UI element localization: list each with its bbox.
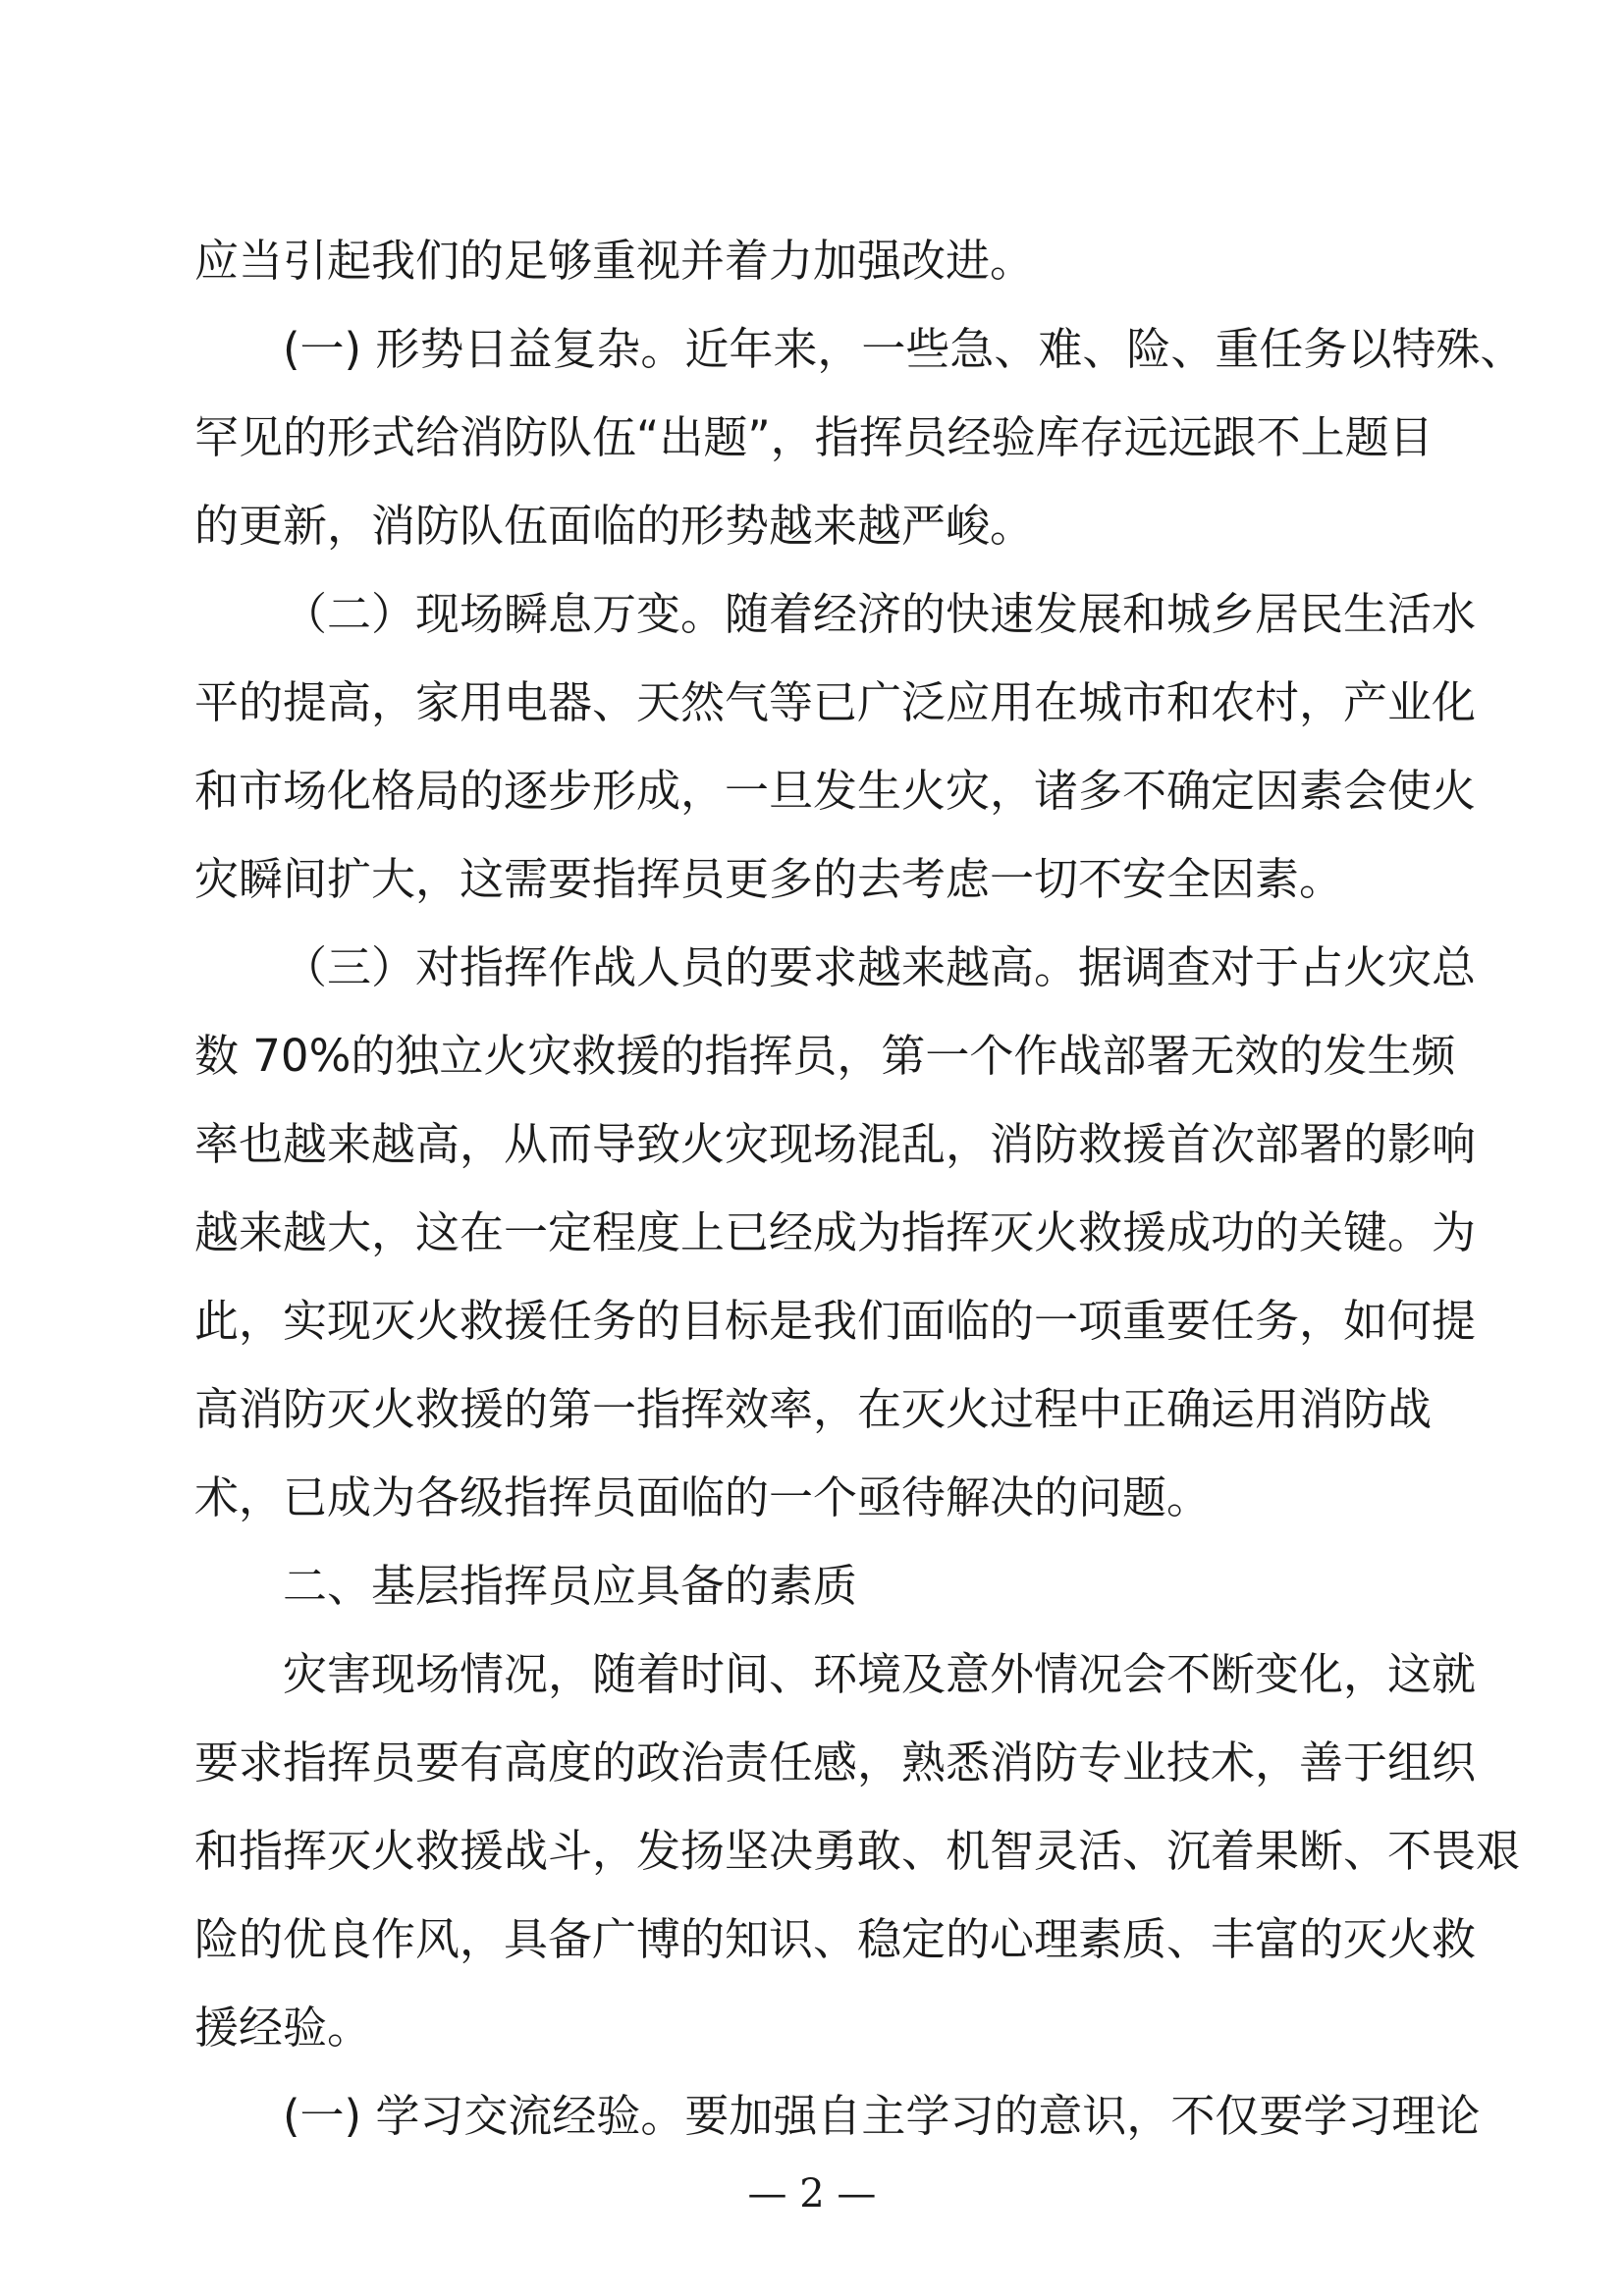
text-line: 术，已成为各级指挥员面临的一个亟待解决的问题。 — [194, 1471, 1212, 1523]
text-line: 和市场化格局的逐步形成，一旦发生火灾，诸多不确定因素会使火 — [194, 765, 1477, 817]
text-line: （二）现场瞬息万变。随着经济的快速发展和城乡居民生活水 — [283, 588, 1477, 640]
text-line: 数 70%的独立火灾救援的指挥员，第一个作战部署无效的发生频 — [194, 1030, 1456, 1082]
text-line: 援经验。 — [194, 2002, 372, 2054]
section-heading: 二、基层指挥员应具备的素质 — [283, 1560, 858, 1612]
text-line: 高消防灭火救援的第一指挥效率，在灭火过程中正确运用消防战 — [194, 1383, 1433, 1435]
text-line: （三）对指挥作战人员的要求越来越高。据调查对于占火灾总 — [283, 941, 1477, 993]
text-line: (一) 形势日益复杂。近年来，一些急、难、险、重任务以特殊、 — [283, 323, 1525, 375]
text-line: 险的优良作风，具备广博的知识、稳定的心理素质、丰富的灭火救 — [194, 1913, 1477, 1965]
text-line: 此，实现灭火救援任务的目标是我们面临的一项重要任务，如何提 — [194, 1295, 1477, 1347]
text-line: 灾瞬间扩大，这需要指挥员更多的去考虑一切不安全因素。 — [194, 853, 1344, 905]
text-line: 要求指挥员要有高度的政治责任感，熟悉消防专业技术，善于组织 — [194, 1736, 1477, 1789]
text-line: 灾害现场情况，随着时间、环境及意外情况会不断变化，这就 — [283, 1648, 1477, 1700]
text-line: 越来越大，这在一定程度上已经成为指挥灭火救援成功的关键。为 — [194, 1206, 1477, 1258]
text-line: (一) 学习交流经验。要加强自主学习的意识，不仅要学习理论 — [283, 2090, 1481, 2142]
text-line: 平的提高，家用电器、天然气等已广泛应用在城市和农村，产业化 — [194, 676, 1477, 728]
text-line: 和指挥灭火救援战斗，发扬坚决勇敢、机智灵活、沉着果断、不畏艰 — [194, 1825, 1521, 1877]
page-number: — 2 — — [747, 2171, 877, 2216]
text-line: 应当引起我们的足够重视并着力加强改进。 — [194, 235, 1035, 287]
text-line: 的更新，消防队伍面临的形势越来越严峻。 — [194, 500, 1035, 552]
text-line: 率也越来越高，从而导致火灾现场混乱，消防救援首次部署的影响 — [194, 1118, 1477, 1170]
text-line: 罕见的形式给消防队伍“出题”，指挥员经验库存远远跟不上题目 — [194, 411, 1434, 463]
